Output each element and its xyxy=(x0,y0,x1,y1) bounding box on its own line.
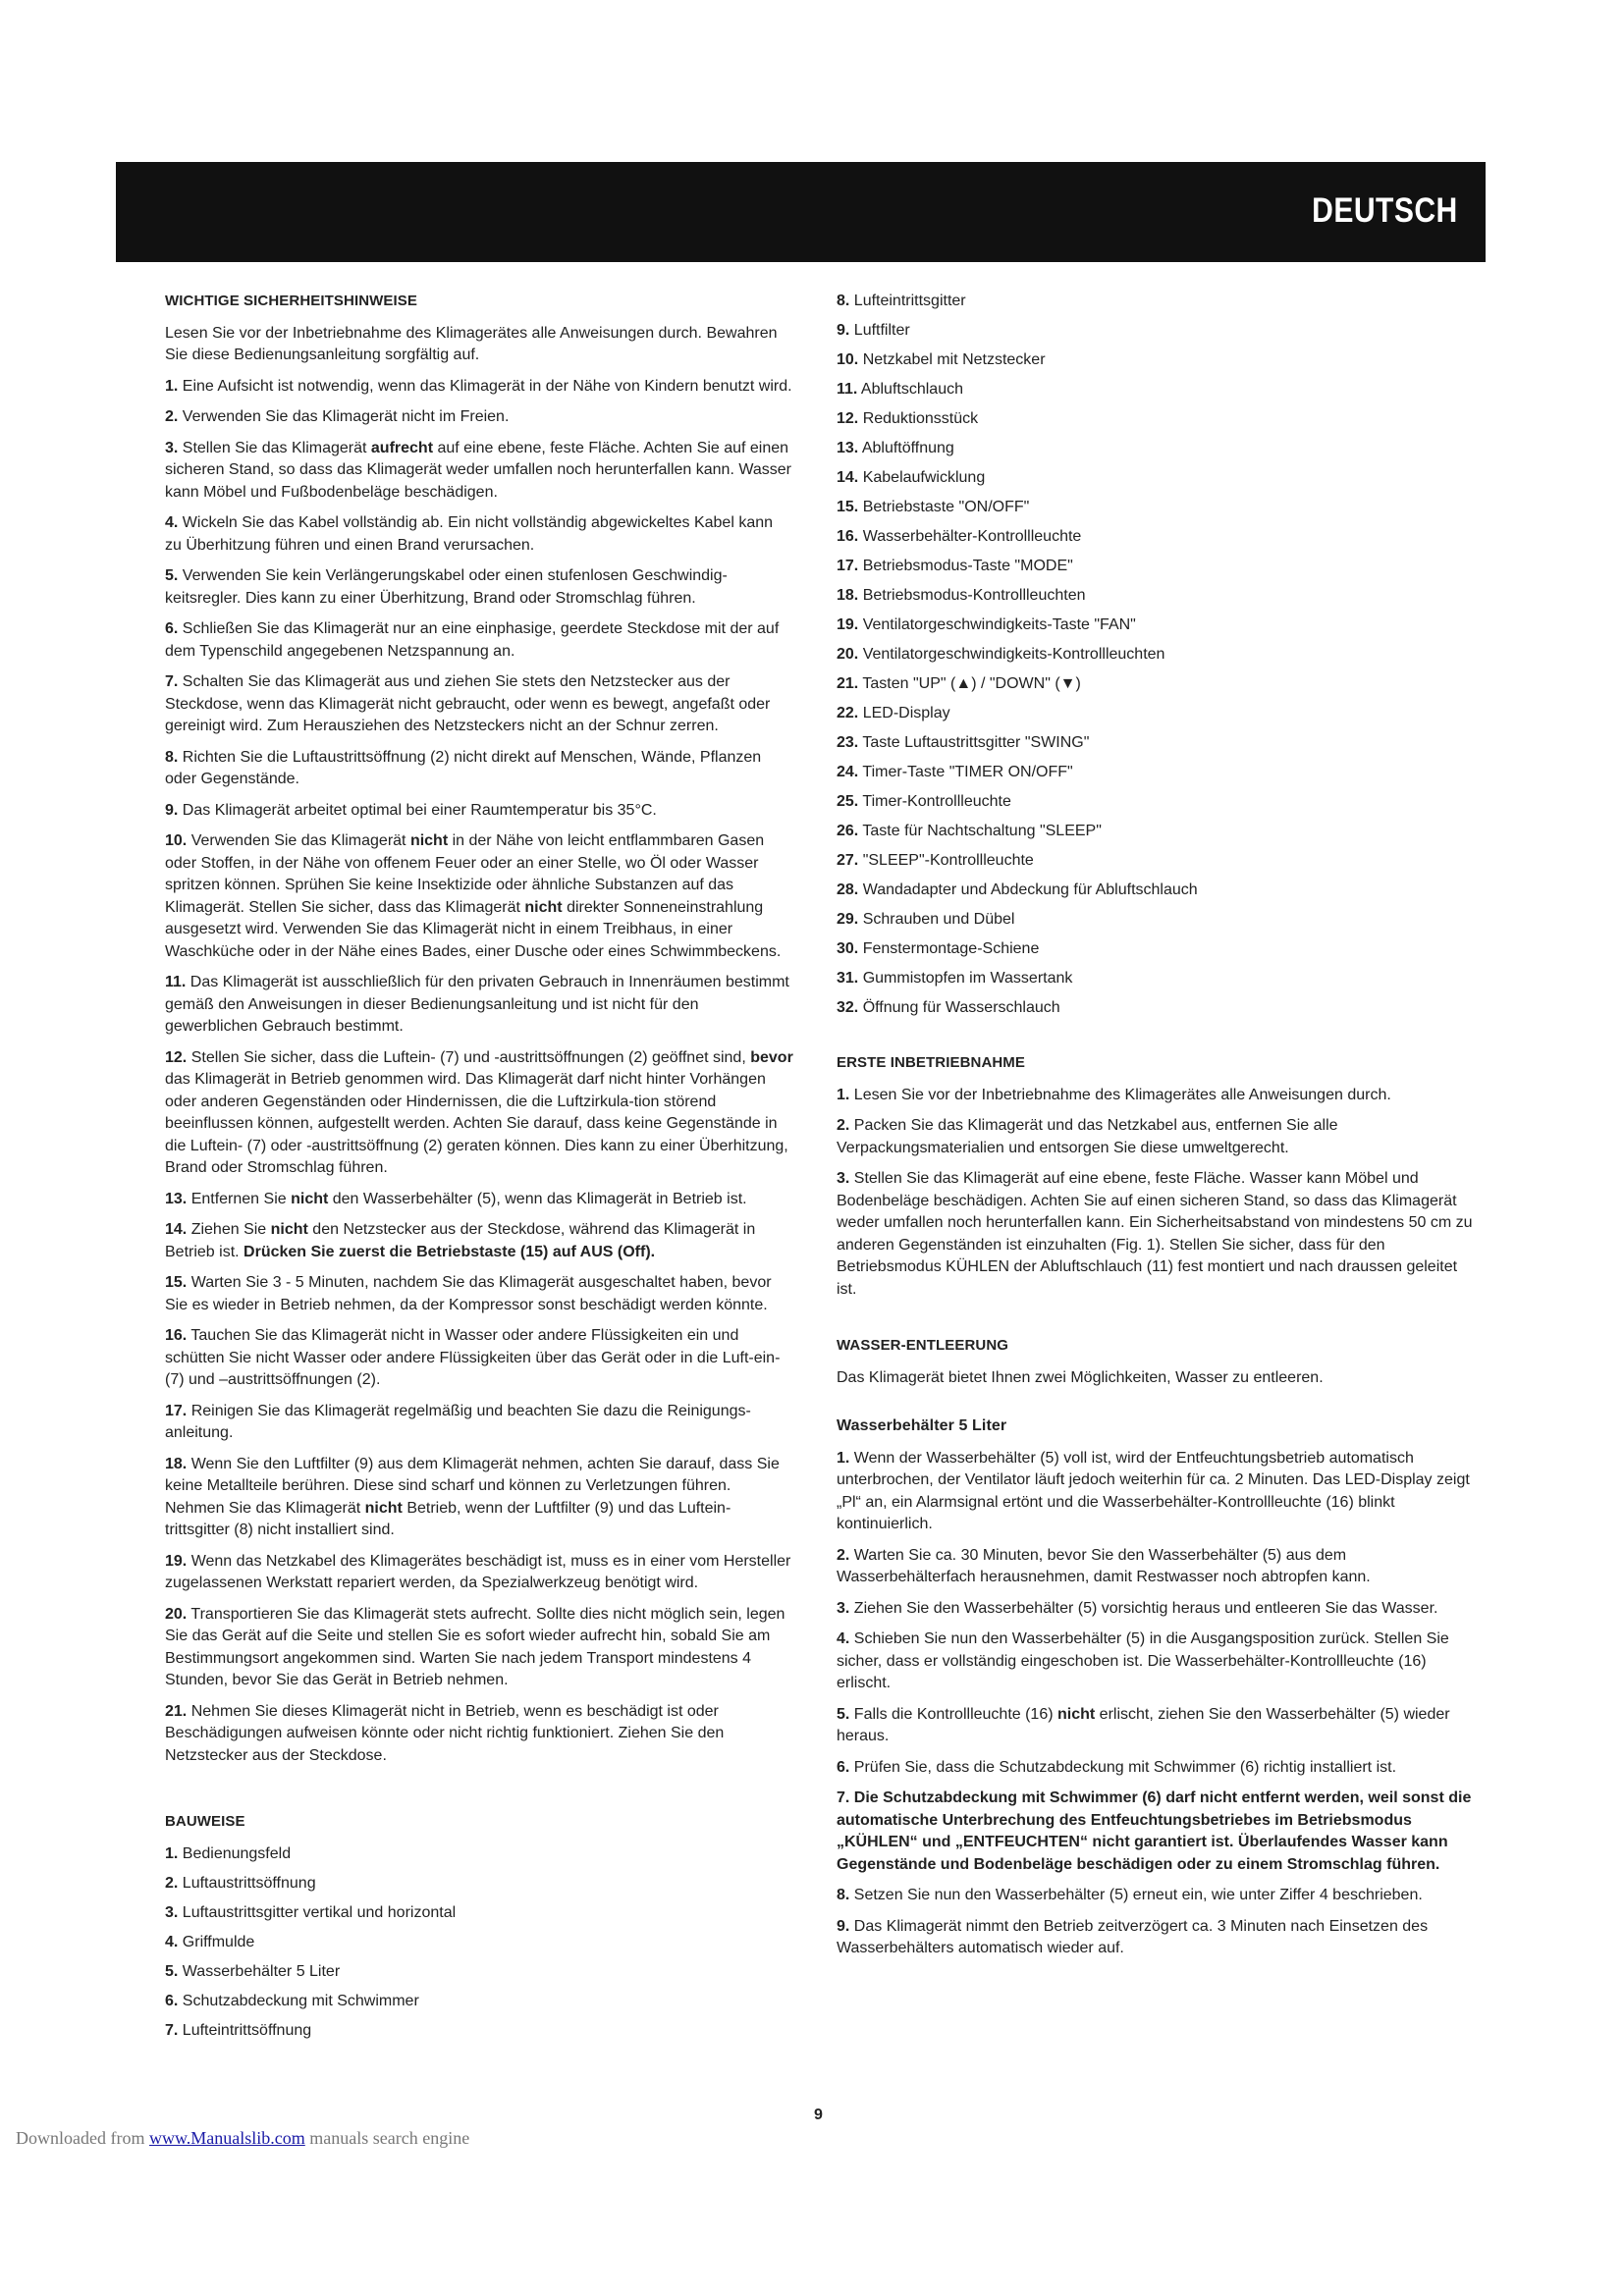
safety-item: 20. Transportieren Sie das Klimagerät stets aufrecht. Sollte dies nicht möglich sein, legen Sie das Gerät auf die Seite und stellen Sie es sofort wieder aufrecht hin, sobald Sie am Bestimmungsort angekommen sind. Warten Sie nach jedem Transport mindestens 4 Stunden, bevor Sie das Gerät in Betrieb nehmen. xyxy=(165,1605,785,1688)
part-item: 15. Betriebstaste "ON/OFF" xyxy=(837,499,1030,515)
safety-item: 3. Stellen Sie das Klimagerät aufrecht auf eine ebene, feste Fläche. Achten Sie auf einen sicheren Stand, so dass das Klimagerät weder umfallen noch herunterfallen kann. Wasser kann Möbel und Fußbodenbeläge beschädigen. xyxy=(165,439,791,501)
first-use-heading: ERSTE INBETRIEBNAHME xyxy=(837,1054,1026,1071)
part-item: 21. Tasten "UP" (▲) / "DOWN" (▼) xyxy=(837,675,1081,692)
part-item: 4. Griffmulde xyxy=(165,1933,255,1950)
part-item: 10. Netzkabel mit Netzstecker xyxy=(837,351,1046,368)
drain-item: 6. Prüfen Sie, dass die Schutzabdeckung mit Schwimmer (6) richtig installiert ist. xyxy=(837,1758,1397,1776)
part-item: 22. LED-Display xyxy=(837,705,950,721)
part-item: 20. Ventilatorgeschwindigkeits-Kontrollleuchten xyxy=(837,646,1165,663)
language-banner xyxy=(116,162,1486,262)
safety-item: 10. Verwenden Sie das Klimagerät nicht in der Nähe von leicht entflammbaren Gasen oder Stoffen, in der Nähe von offenem Feuer oder an einer Stelle, wo Öl oder Wasser spritzen können. Sprühen Sie keine Insektizide oder ähnliche Substanzen auf das Klimagerät. Stellen Sie sicher, dass das Klimagerät nicht direkter Sonneneinstrahlung ausgesetzt wird. Verwenden Sie das Klimagerät nicht in einem Treibhaus, in einer Waschküche oder in der Nähe eines Bades, einer Dusche oder eines Schwimmbeckens. xyxy=(165,832,782,960)
safety-item: 5. Verwenden Sie kein Verlängerungskabel oder einen stufenlosen Geschwindig-keitsregler. Dies kann zu einer Überhitzung, Brand oder Stromschlag führen. xyxy=(165,567,728,607)
drain-intro: Das Klimagerät bietet Ihnen zwei Möglichkeiten, Wasser zu entleeren. xyxy=(837,1368,1324,1386)
safety-heading: WICHTIGE SICHERHEITSHINWEISE xyxy=(165,293,417,309)
part-item: 1. Bedienungsfeld xyxy=(165,1844,292,1862)
drain-warning: 7. Die Schutzabdeckung mit Schwimmer (6) darf nicht entfernt werden, weil sonst die automatische Unterbrechung des Entfeuchtungsbetriebes im Betriebsmodus „KÜHLEN“ und „ENTFEUCHTEN“ nicht garantiert ist. Überlaufendes Wasser kann Gegenstände und Bodenbeläge beschädigen oder zu einem Stromschlag führen. xyxy=(837,1789,1472,1873)
tank-heading: Wasserbehälter 5 Liter xyxy=(837,1417,1007,1434)
safety-item: 9. Das Klimagerät arbeitet optimal bei einer Raumtemperatur bis 35°C. xyxy=(165,801,657,819)
part-item: 18. Betriebsmodus-Kontrollleuchten xyxy=(837,587,1086,604)
safety-item: 12. Stellen Sie sicher, dass die Luftein- (7) und -austrittsöffnungen (2) geöffnet sind, bevor das Klimagerät in Betrieb genommen wird. Das Klimagerät darf nicht hinter Vorhängen oder anderen Gegenständen oder Hindernissen, die die Luftzirkula-tion störend beeinflussen können, aufgestellt werden. Achten Sie darauf, dass keine Gegenstände in die Luftein- (7) oder -austrittsöffnung (2) geraten können. Dies kann zu einer Überhitzung, Brand oder Stromschlag führen. xyxy=(165,1048,793,1176)
safety-item: 13. Entfernen Sie nicht den Wasserbehälter (5), wenn das Klimagerät in Betrieb ist. xyxy=(165,1190,747,1207)
page-number: 9 xyxy=(814,2107,823,2123)
first-use-item: 3. Stellen Sie das Klimagerät auf eine ebene, feste Fläche. Wasser kann Möbel und Bodenbeläge beschädigen. Achten Sie auf einen sicheren Stand, so dass das Klimagerät weder umfallen noch herunterfallen kann. Ein Sicherheitsabstand von mindestens 50 cm zu anderen Gegenständen ist einzuhalten (Fig. 1). Stellen Sie sicher, dass für den Betriebsmodus KÜHLEN der Abluftschlauch (11) fest montiert und nach draussen geleitet ist. xyxy=(837,1170,1473,1298)
safety-item: 1. Eine Aufsicht ist notwendig, wenn das Klimagerät in der Nähe von Kindern benutzt wird. xyxy=(165,377,792,395)
first-use-item: 1. Lesen Sie vor der Inbetriebnahme des Klimagerätes alle Anweisungen durch. xyxy=(837,1086,1391,1103)
part-item: 23. Taste Luftaustrittsgitter "SWING" xyxy=(837,734,1090,751)
drain-item: 3. Ziehen Sie den Wasserbehälter (5) vorsichtig heraus und entleeren Sie das Wasser. xyxy=(837,1599,1438,1617)
safety-item: 18. Wenn Sie den Luftfilter (9) aus dem Klimagerät nehmen, achten Sie darauf, dass Sie keine Metallteile berühren. Diese sind scharf und können zu Verletzungen führen. Nehmen Sie das Klimagerät nicht Betrieb, wenn der Luftfilter (9) und das Luftein-trittsgitter (8) nicht installiert sind. xyxy=(165,1455,780,1538)
part-item: 19. Ventilatorgeschwindigkeits-Taste "FAN" xyxy=(837,616,1136,633)
part-item: 25. Timer-Kontrollleuchte xyxy=(837,793,1011,810)
part-item: 13. Abluftöffnung xyxy=(837,440,954,456)
part-item: 28. Wandadapter und Abdeckung für Abluftschlauch xyxy=(837,881,1198,898)
footer-suffix: manuals search engine xyxy=(304,2128,470,2148)
footer-prefix: Downloaded from xyxy=(16,2128,149,2148)
drain-item: 9. Das Klimagerät nimmt den Betrieb zeitverzögert ca. 3 Minuten nach Einsetzen des Wasserbehälters automatisch wieder auf. xyxy=(837,1917,1429,1956)
part-item: 6. Schutzabdeckung mit Schwimmer xyxy=(165,1992,419,2009)
part-item: 32. Öffnung für Wasserschlauch xyxy=(837,999,1060,1016)
construction-heading: BAUWEISE xyxy=(165,1813,245,1830)
safety-item: 8. Richten Sie die Luftaustrittsöffnung (2) nicht direkt auf Menschen, Wände, Pflanzen oder Gegenstände. xyxy=(165,748,762,787)
safety-item: 2. Verwenden Sie das Klimagerät nicht im Freien. xyxy=(165,408,510,425)
safety-item: 4. Wickeln Sie das Kabel vollständig ab. Ein nicht vollständig abgewickeltes Kabel kann zu Überhitzung führen und einen Brand verursachen. xyxy=(165,514,774,554)
manualslib-link[interactable]: www.Manualslib.com xyxy=(148,2128,305,2148)
part-item: 2. Luftaustrittsöffnung xyxy=(165,1874,316,1892)
part-item: 27. "SLEEP"-Kontrollleuchte xyxy=(837,852,1034,869)
part-item: 3. Luftaustrittsgitter vertikal und horizontal xyxy=(165,1903,457,1921)
part-item: 26. Taste für Nachtschaltung "SLEEP" xyxy=(837,823,1102,839)
drain-item: 8. Setzen Sie nun den Wasserbehälter (5) erneut ein, wie unter Ziffer 4 beschrieben. xyxy=(837,1887,1423,1903)
part-item: 24. Timer-Taste "TIMER ON/OFF" xyxy=(837,764,1073,780)
part-item: 29. Schrauben und Dübel xyxy=(837,911,1015,928)
safety-item: 19. Wenn das Netzkabel des Klimagerätes beschädigt ist, muss es in einer vom Hersteller zugelassenen Werkstatt repariert werden, da Spezialwerkzeug benötigt wird. xyxy=(165,1552,791,1591)
safety-item: 17. Reinigen Sie das Klimagerät regelmäßig und beachten Sie dazu die Reinigungs-anleitung. xyxy=(165,1402,751,1441)
safety-item: 21. Nehmen Sie dieses Klimagerät nicht in Betrieb, wenn es beschädigt ist oder Beschädigungen aufweisen könnte oder nicht richtig funktioniert. Ziehen Sie den Netzstecker aus der Steckdose. xyxy=(165,1702,725,1764)
safety-item: 15. Warten Sie 3 - 5 Minuten, nachdem Sie das Klimagerät ausgeschaltet haben, bevor Sie es wieder in Betrieb nehmen, da der Kompressor sonst beschädigt werden könnte. xyxy=(165,1274,772,1313)
download-footer xyxy=(16,2128,469,2149)
drain-item: 1. Wenn der Wasserbehälter (5) voll ist, wird der Entfeuchtungsbetrieb automatisch unterbrochen, der Ventilator läuft jedoch weiterhin für ca. 2 Minuten. Das LED-Display zeigt „Pl“ an, ein Alarmsignal ertönt und die Wasserbehälter-Kontrollleuchte (16) blinkt kontinuierlich. xyxy=(837,1449,1470,1532)
safety-item: 14. Ziehen Sie nicht den Netzstecker aus der Steckdose, während das Klimagerät in Betrieb ist. Drücken Sie zuerst die Betriebstaste (15) auf AUS (Off). xyxy=(165,1221,756,1260)
part-item: 16. Wasserbehälter-Kontrollleuchte xyxy=(837,528,1082,545)
first-use-item: 2. Packen Sie das Klimagerät und das Netzkabel aus, entfernen Sie alle Verpackungsmaterialien und entsorgen Sie diese umweltgerecht. xyxy=(837,1117,1338,1156)
right-column xyxy=(837,291,1475,1969)
part-item: 11. Abluftschlauch xyxy=(837,381,963,398)
left-column xyxy=(165,291,793,2050)
part-item: 5. Wasserbehälter 5 Liter xyxy=(165,1962,341,1980)
safety-item: 6. Schließen Sie das Klimagerät nur an eine einphasige, geerdete Steckdose mit der auf dem Typenschild angegebenen Netzspannung an. xyxy=(165,620,780,660)
part-item: 12. Reduktionsstück xyxy=(837,410,979,427)
drain-heading: WASSER-ENTLEERUNG xyxy=(837,1337,1009,1354)
safety-intro: Lesen Sie vor der Inbetriebnahme des Klimagerätes alle Anweisungen durch. Bewahren Sie diese Bedienungsanleitung sorgfältig auf. xyxy=(165,324,778,363)
safety-item: 11. Das Klimagerät ist ausschließlich für den privaten Gebrauch in Innenräumen bestimmt gemäß den Anweisungen in dieser Bedienungsanleitung und ist nicht für den gewerblichen Gebrauch bestimmt. xyxy=(165,974,789,1035)
drain-item: 5. Falls die Kontrollleuchte (16) nicht erlischt, ziehen Sie den Wasserbehälter (5) wieder heraus. xyxy=(837,1705,1450,1744)
safety-item: 7. Schalten Sie das Klimagerät aus und ziehen Sie stets den Netzstecker aus der Steckdose, wenn das Klimagerät nicht gebraucht, oder wenn es bewegt, angefaßt oder gereinigt wird. Zum Herausziehen des Netzsteckers nicht an der Schnur zerren. xyxy=(165,673,771,734)
drain-item: 4. Schieben Sie nun den Wasserbehälter (5) in die Ausgangsposition zurück. Stellen Sie sicher, dass er vollständig eingeschoben ist. Die Wasserbehälter-Kontrollleuchte (16) erlischt. xyxy=(837,1630,1449,1691)
part-item: 31. Gummistopfen im Wassertank xyxy=(837,970,1073,987)
safety-item: 16. Tauchen Sie das Klimagerät nicht in Wasser oder andere Flüssigkeiten ein und schütten Sie nicht Wasser oder andere Flüssigkeiten über das Gerät oder in die Luft-ein- (7) und –austrittsöffnungen (2). xyxy=(165,1327,781,1388)
part-item: 30. Fenstermontage-Schiene xyxy=(837,940,1040,957)
part-item: 17. Betriebsmodus-Taste "MODE" xyxy=(837,558,1073,574)
part-item: 8. Lufteintrittsgitter xyxy=(837,293,966,309)
drain-item: 2. Warten Sie ca. 30 Minuten, bevor Sie den Wasserbehälter (5) aus dem Wasserbehälterfach herausnehmen, damit Restwasser noch abtropfen kann. xyxy=(837,1546,1371,1585)
part-item: 9. Luftfilter xyxy=(837,322,910,339)
language-title: DEUTSCH xyxy=(1312,191,1458,230)
part-item: 7. Lufteintrittsöffnung xyxy=(165,2021,312,2039)
part-item: 14. Kabelaufwicklung xyxy=(837,469,986,486)
